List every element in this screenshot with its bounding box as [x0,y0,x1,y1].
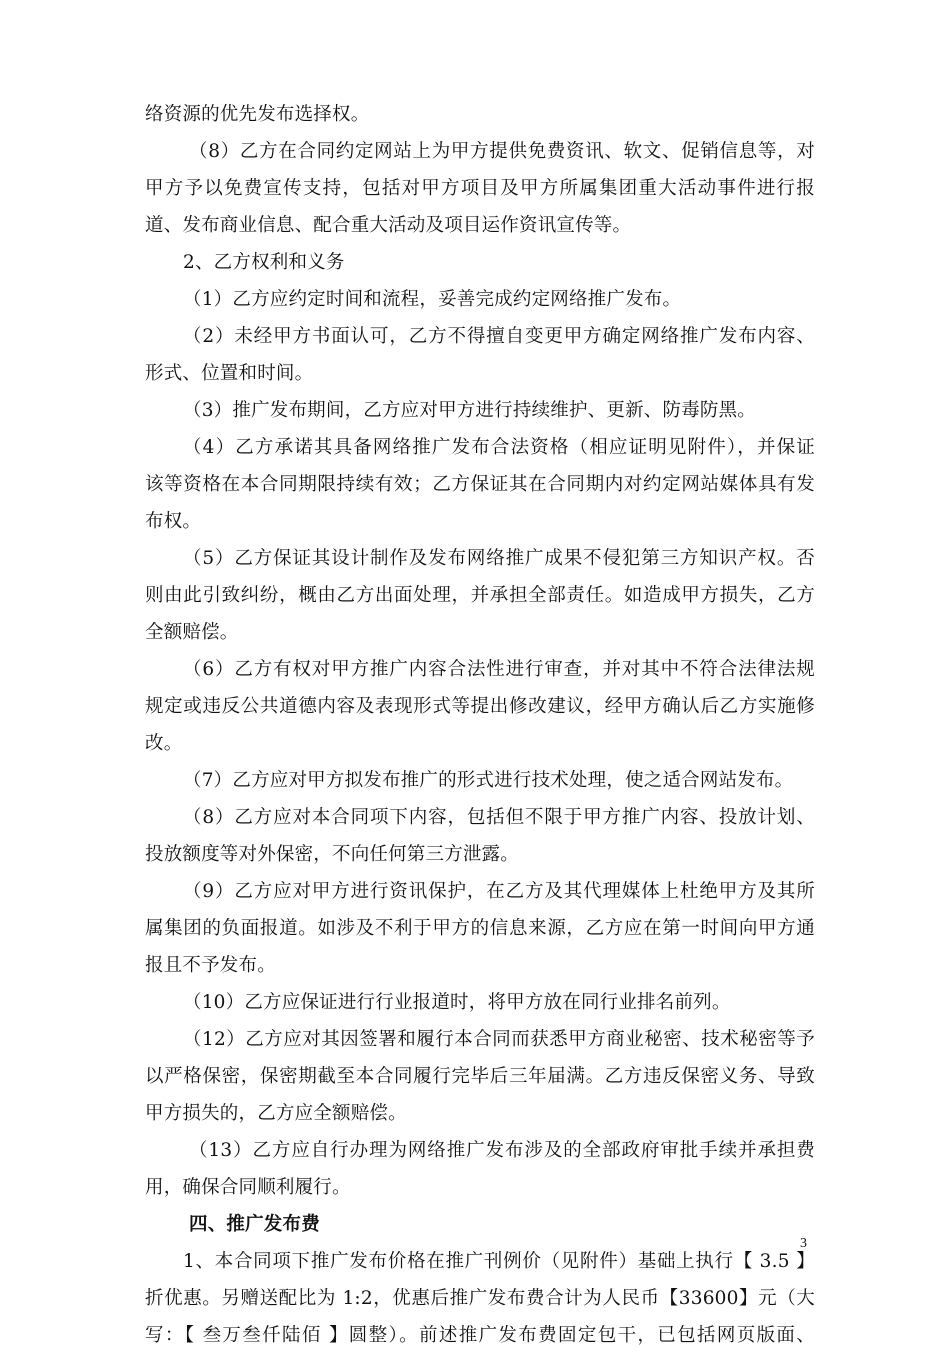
text-line: （6）乙方有权对甲方推广内容合法性进行审查，并对其中不符合法律法规 [183,659,815,680]
text-line: 投放额度等对外保密，不向任何第三方泄露。 [145,844,520,865]
text-line: （13）乙方应自行办理为网络推广发布涉及的全部政府审批手续并承担费 [189,1140,815,1161]
text-line: （2）未经甲方书面认可，乙方不得擅自变更甲方确定网络推广发布内容、 [183,326,815,347]
text-line: 以严格保密，保密期截至本合同履行完毕后三年届满。乙方违反保密义务、导致 [145,1066,815,1087]
text-line: 甲方损失的，乙方应全额赔偿。 [145,1103,407,1124]
text-line: 属集团的负面报道。如涉及不利于甲方的信息来源，乙方应在第一时间向甲方通 [145,918,815,939]
page-number: 3 [800,1236,807,1251]
text-line: 改。 [145,733,183,754]
text-line: （12）乙方应对其因签署和履行本合同而获悉甲方商业秘密、技术秘密等予 [183,1029,815,1050]
text-line: （4）乙方承诺其具备网络推广发布合法资格（相应证明见附件），并保证 [183,437,815,458]
text-line: 道、发布商业信息、配合重大活动及项目运作资讯宣传等。 [145,215,632,236]
text-line: 1、本合同项下推广发布价格在推广刊例价（见附件）基础上执行【 3.5 】 [183,1251,815,1272]
document-body [145,96,815,1354]
text-line: 报且不予发布。 [145,955,276,976]
text-line: （5）乙方保证其设计制作及发布网络推广成果不侵犯第三方知识产权。否 [183,548,815,569]
text-line: 布权。 [145,511,202,532]
text-line: （7）乙方应对甲方拟发布推广的形式进行技术处理，使之适合网站发布。 [183,770,794,791]
text-line: （3）推广发布期间，乙方应对甲方进行持续维护、更新、防毒防黑。 [183,400,756,421]
text-line: 络资源的优先发布选择权。 [145,104,370,125]
text-line: 则由此引致纠纷，概由乙方出面处理，并承担全部责任。如造成甲方损失，乙方 [145,585,815,606]
text-line: 写：【 叁万叁仟陆佰 】圆整）。前述推广发布费固定包干，已包括网页版面、 [145,1325,815,1346]
text-line: （10）乙方应保证进行行业报道时，将甲方放在同行业排名前列。 [183,992,731,1013]
text-line: 全额赔偿。 [145,622,239,643]
section-heading: 2、乙方权利和义务 [183,252,345,273]
section-heading: 四、推广发布费 [189,1214,320,1235]
text-line: （9）乙方应对甲方进行资讯保护，在乙方及其代理媒体上杜绝甲方及其所 [183,881,815,902]
text-line: 甲方予以免费宣传支持，包括对甲方项目及甲方所属集团重大活动事件进行报 [145,178,815,199]
text-line: （8）乙方在合同约定网站上为甲方提供免费资讯、软文、促销信息等，对 [189,141,815,162]
text-line: 规定或违反公共道德内容及表现形式等提出修改建议，经甲方确认后乙方实施修 [145,696,815,717]
text-line: 折优惠。另赠送配比为 1:2，优惠后推广发布费合计为人民币【33600】元（大 [145,1288,815,1309]
text-line: 用，确保合同顺利履行。 [145,1177,351,1198]
text-line: （8）乙方应对本合同项下内容，包括但不限于甲方推广内容、投放计划、 [183,807,815,828]
text-line: （1）乙方应约定时间和流程，妥善完成约定网络推广发布。 [183,289,682,310]
text-line: 该等资格在本合同期限持续有效；乙方保证其在合同期内对约定网站媒体具有发 [145,474,815,495]
text-line: 形式、位置和时间。 [145,363,314,384]
